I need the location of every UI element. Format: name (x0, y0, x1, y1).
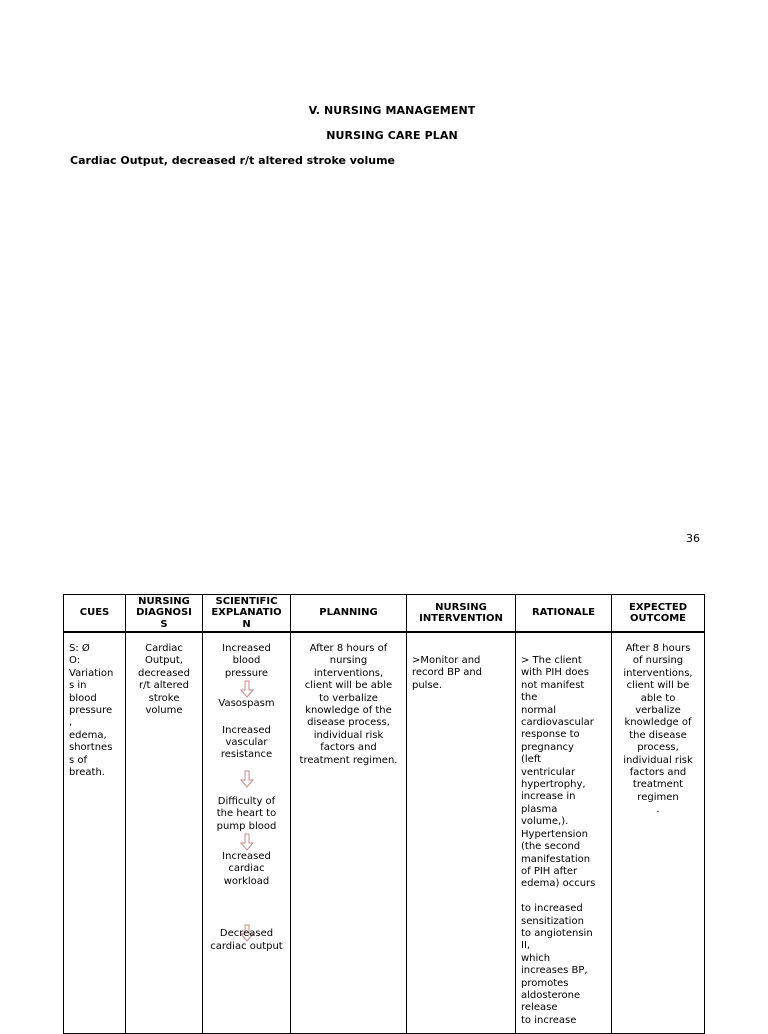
header-rationale: RATIONALE (516, 595, 612, 633)
sci-step-3: Increased vascular resistance (220, 724, 273, 761)
sci-step-1: Increased blood pressure (222, 643, 271, 679)
down-arrow-icon (239, 680, 255, 698)
sci-step-4: Difficulty of the heart to pump blood (216, 795, 277, 832)
sci-step-6: Decreased cardiac output (210, 928, 283, 952)
diagnosis-heading: Cardiac Output, decreased r/t altered stroke volume (70, 154, 396, 167)
page-number: 36 (686, 532, 700, 545)
sci-step-2: Vasospasm (218, 698, 275, 710)
header-nursing-intervention: NURSING INTERVENTION (407, 595, 516, 633)
cell-expected-outcome: After 8 hours of nursing interventions, client will be able to verbalize knowledge of the disease process, individual risk factors and treatment regimen . (612, 632, 705, 1034)
header-expected-outcome: EXPECTED OUTCOME (612, 595, 705, 633)
table-header-row (64, 595, 705, 633)
cell-planning: After 8 hours of nursing interventions, client will be able to verbalize knowledge of the disease process, individual risk factors and treatment regimen. (291, 632, 407, 1034)
cell-intervention: >Monitor and record BP and pulse. (407, 632, 516, 1034)
header-scientific-explanation: SCIENTIFIC EXPLANATIO N (203, 595, 291, 633)
header-cues: CUES (64, 595, 126, 633)
cell-scientific-explanation (203, 632, 291, 1034)
cell-cues: S: Ø O: Variation s in blood pressure , edema, shortnes s of breath. (64, 632, 126, 1034)
nursing-care-plan-table (63, 594, 705, 1034)
care-plan-subtitle: NURSING CARE PLAN (326, 129, 458, 142)
header-nursing-diagnosis: NURSING DIAGNOSI S (126, 595, 203, 633)
cell-diagnosis: Cardiac Output, decreased r/t altered stroke volume (126, 632, 203, 1034)
table-row (64, 632, 705, 1034)
cell-rationale: > The client with PIH does not manifest the normal cardiovascular response to pregnancy (left ventricular hypertrophy, increase in plasma volume,). Hypertension (the second manifestation of PIH after edema) occurs to increased sensitization to angiotensin II, which increases BP, promotes aldosterone release to increase (516, 632, 612, 1034)
document-title: V. NURSING MANAGEMENT (308, 104, 476, 117)
header-planning: PLANNING (291, 595, 407, 633)
down-arrow-icon (239, 770, 255, 788)
down-arrow-icon (239, 833, 255, 851)
sci-step-5: Increased cardiac workload (222, 851, 271, 887)
